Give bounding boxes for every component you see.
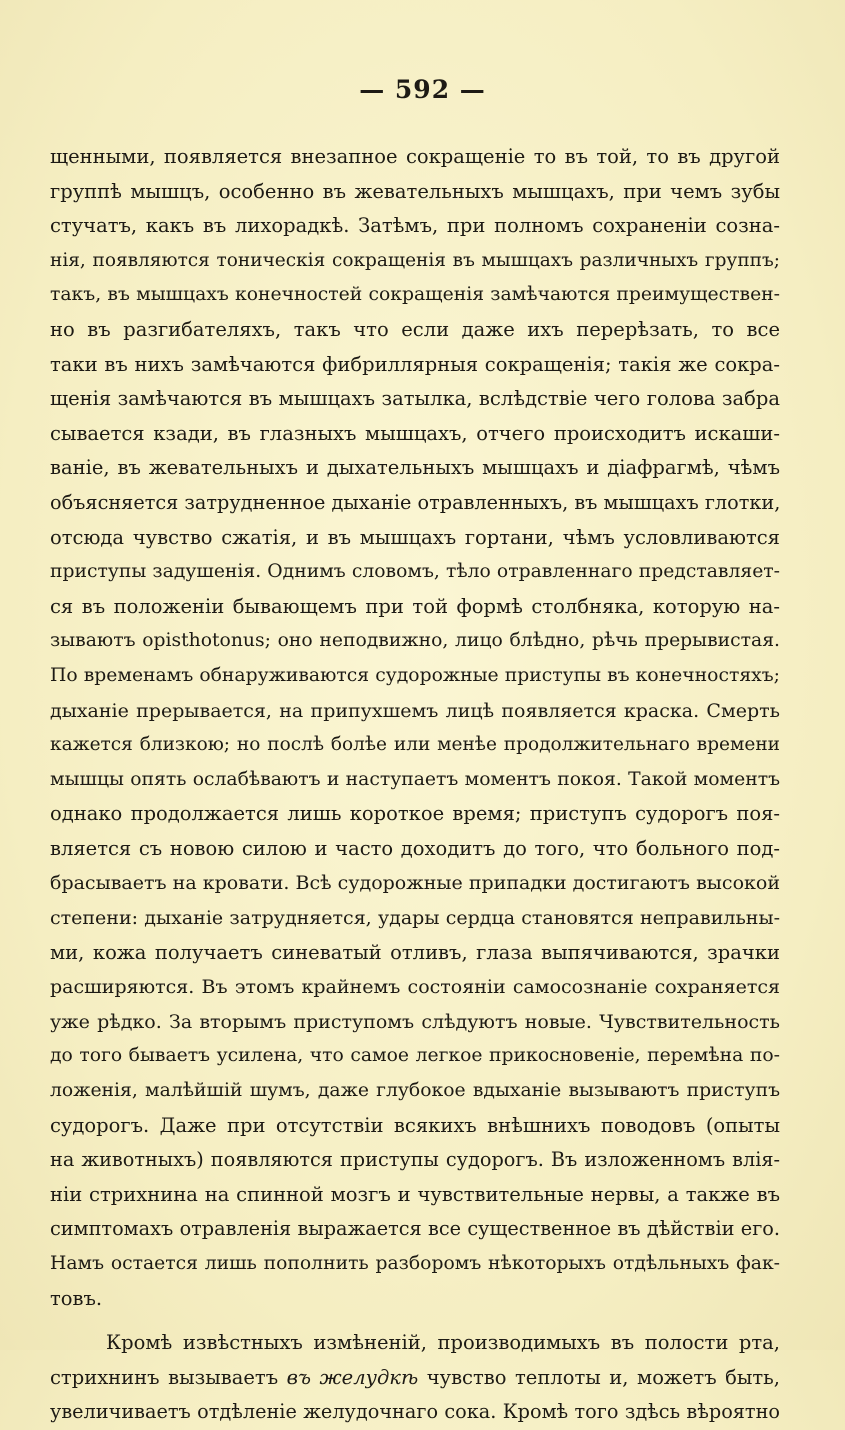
text-line: нія, появляются тоническія сокращенія въ мышцахъ различныхъ группъ; — [50, 249, 780, 271]
text-line: таки въ нихъ замѣчаются фибриллярныя сокращенія; такія же сокра- — [50, 352, 780, 376]
text-line: степени: дыханіе затрудняется, удары сердца становятся неправильны- — [50, 907, 780, 930]
text-line: объясняется затрудненное дыханіе отравленныхъ, въ мышцахъ глотки, — [50, 490, 781, 514]
text-line: группѣ мышцъ, особенно въ жевательныхъ мышцахъ, при чемъ зубы — [50, 179, 780, 203]
text-line: брасываетъ на кровати. Всѣ судорожные припадки достигаютъ высокой — [50, 872, 780, 895]
text-line: ся въ положеніи бывающемъ при той формѣ столбняка, которую на- — [50, 594, 780, 618]
text-line: Намъ остается лишь пополнить разборомъ нѣкоторыхъ отдѣльныхъ фак- — [50, 1253, 780, 1274]
text-line: сывается кзади, въ глазныхъ мышцахъ, отчего происходитъ искаши- — [50, 421, 780, 445]
text-segment: чувство теплоты и, можетъ быть, — [418, 1365, 780, 1389]
text-line — [50, 1361, 780, 1396]
page-number: — 592 — — [359, 75, 486, 104]
paragraph-gap — [50, 1316, 780, 1326]
text-line: но въ разгибателяхъ, такъ что если даже ихъ перерѣзать, то все — [50, 317, 780, 341]
paragraph-1 — [50, 140, 780, 1316]
text-line: увеличиваетъ отдѣленіе желудочнаго сока. Кромѣ того здѣсь вѣроятно — [50, 1400, 780, 1424]
text-line: до того бываетъ усилена, что самое легкое прикосновеніе, перемѣна по- — [50, 1045, 780, 1067]
text-line: расширяются. Въ этомъ крайнемъ состояніи самосознаніе сохраняется — [50, 976, 780, 999]
text-line: приступы задушенія. Однимъ словомъ, тѣло отравленнаго представляет- — [50, 561, 780, 583]
text-line: стучатъ, какъ въ лихорадкѣ. Затѣмъ, при полномъ сохраненіи созна- — [50, 214, 780, 238]
paragraph-2 — [50, 1326, 780, 1430]
text-line: уже рѣдко. За вторымъ приступомъ слѣдуютъ новые. Чувствительность — [50, 1010, 780, 1033]
text-line: такъ, въ мышцахъ конечностей сокращенія замѣчаются преимуществен- — [50, 284, 780, 306]
text-line: товъ. — [50, 1286, 103, 1310]
text-line: на животныхъ) появляются приступы судорогъ. Въ изложенномъ влія- — [50, 1148, 780, 1172]
text-line: судорогъ. Даже при отсутствіи всякихъ внѣшнихъ поводовъ (опыты — [50, 1113, 780, 1137]
text-line: Кромѣ извѣстныхъ измѣненій, производимыхъ въ полости рта, — [106, 1331, 780, 1355]
text-line: отсюда чувство сжатія, и въ мышцахъ гортани, чѣмъ условливаются — [50, 525, 780, 549]
text-line: ваніе, въ жевательныхъ и дыхательныхъ мышцахъ и діафрагмѣ, чѣмъ — [50, 456, 780, 480]
text-line: вляется съ новою силою и часто доходитъ до того, что больного под- — [50, 836, 780, 860]
text-line: зываютъ opisthotonus; оно неподвижно, лицо блѣдно, рѣчь прерывистая. — [50, 630, 780, 652]
text-line: щенными, появляется внезапное сокращеніе то въ той, то въ другой — [50, 145, 780, 168]
text-line: ми, кожа получаетъ синеватый отливъ, глаза выпячиваются, зрачки — [50, 940, 780, 964]
text-line: симптомахъ отравленія выражается все существенное въ дѣйствіи его. — [50, 1217, 780, 1241]
text-line: мышцы опять ослабѣваютъ и наступаетъ моментъ покоя. Такой моментъ — [50, 768, 780, 790]
text-line: кажется близкою; но послѣ болѣе или менѣе продолжительнаго времени — [50, 734, 780, 756]
text-line: ніи стрихнина на спинной мозгъ и чувствительные нервы, а также въ — [50, 1182, 780, 1206]
text-line: ложенія, малѣйшій шумъ, даже глубокое вдыханіе вызываютъ приступъ — [50, 1080, 780, 1102]
italic-phrase: въ желудкѣ — [286, 1365, 419, 1389]
text-segment: стрихнинъ вызываетъ — [50, 1365, 287, 1389]
text-line: дыханіе прерывается, на припухшемъ лицѣ появляется краска. Смерть — [50, 699, 780, 722]
text-line: По временамъ обнаруживаются судорожные приступы въ конечностяхъ; — [50, 664, 780, 686]
text-line: однако продолжается лишь короткое время; приступъ судорогъ поя- — [50, 802, 780, 826]
text-line: щенія замѣчаются въ мышцахъ затылка, вслѣдствіе чего голова забра — [50, 387, 780, 411]
body-text — [50, 140, 780, 1430]
